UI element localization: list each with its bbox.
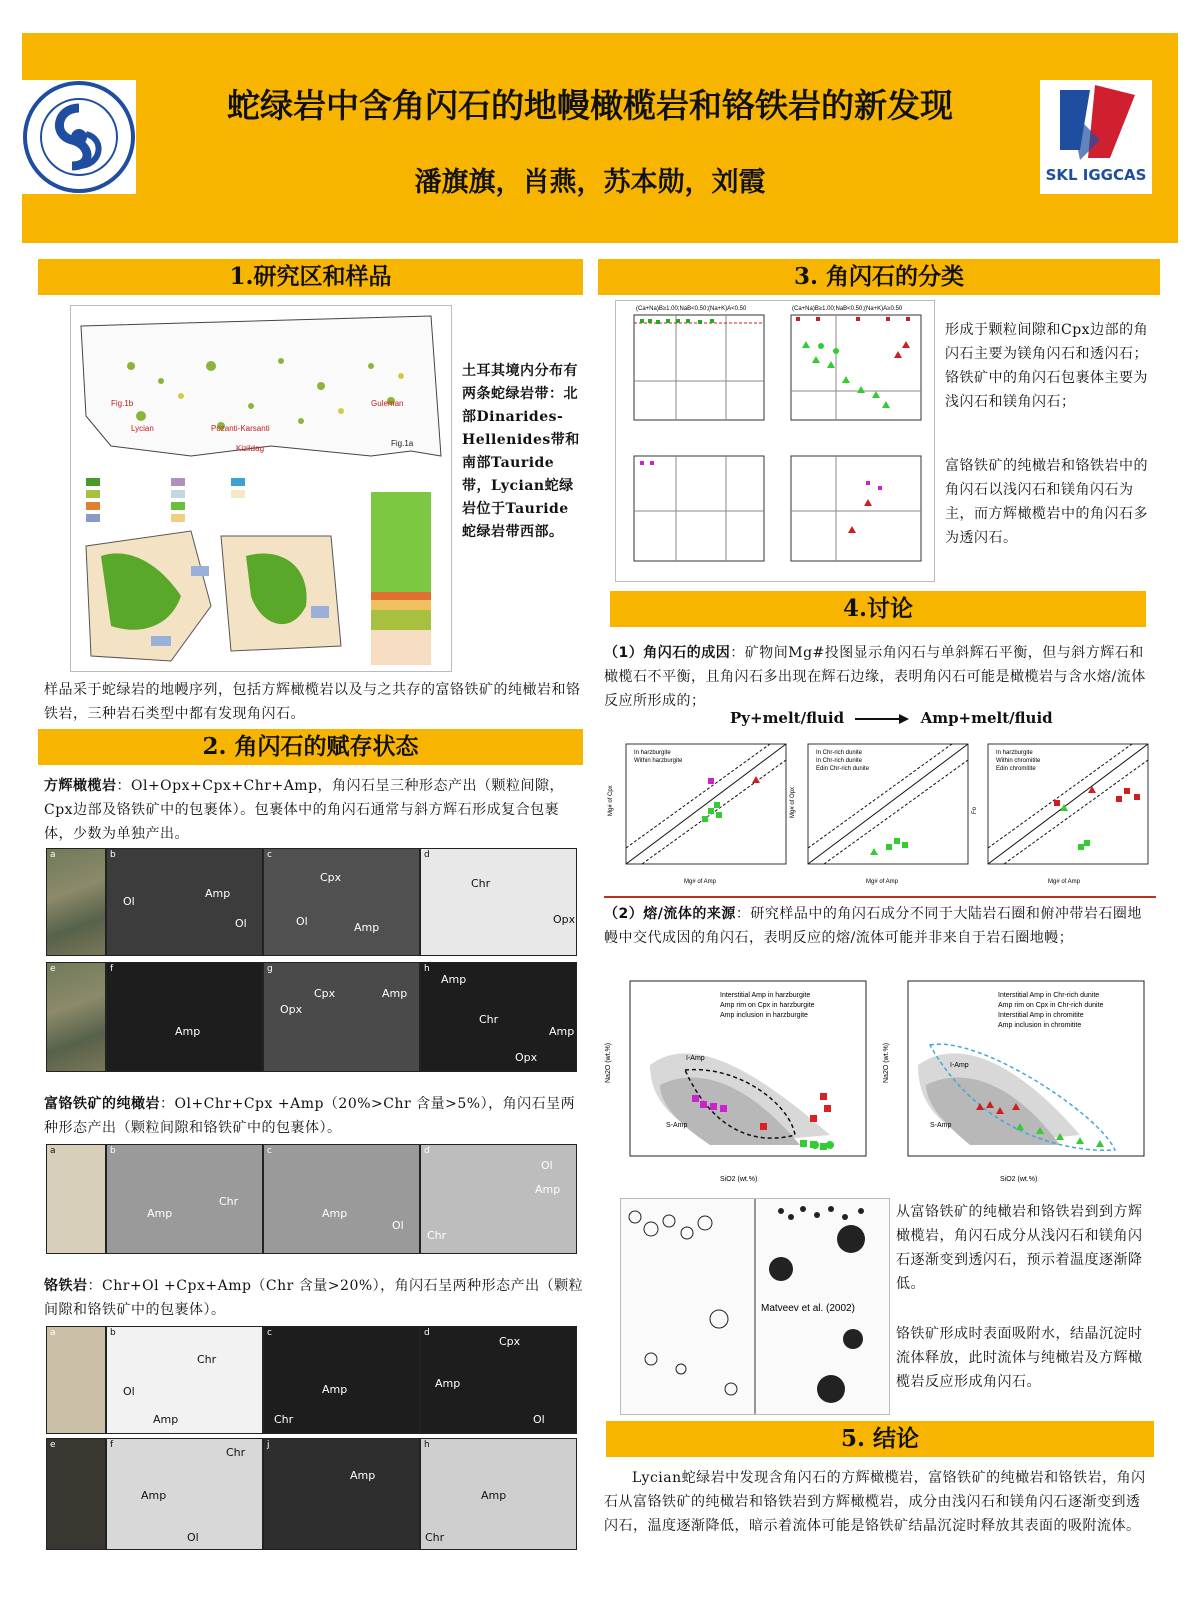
micro-chromitite-b: b Chr Ol Amp — [106, 1326, 263, 1434]
svg-text:S-Amp: S-Amp — [930, 1122, 952, 1129]
micro-chromitite-e: e — [46, 1438, 106, 1550]
micro-harz-f: f Amp — [106, 962, 263, 1072]
map-label-pozanti: Pozanti-Karsanti — [211, 424, 270, 433]
skl-logo-text: SKL IGGCAS — [1045, 166, 1147, 184]
svg-text:Amp rim on Cpx in Chr-rich dun: Amp rim on Cpx in Chr-rich dunite — [998, 1002, 1104, 1009]
study-area-caption: 样品采于蛇绿岩的地幔序列，包括方辉橄榄岩以及与之共存的富铬铁矿的纯橄岩和铬铁岩，三种岩石类型中都有发现角闪石。 — [44, 682, 581, 722]
svg-text:(Ca+Na)B≥1.00;NaB<0.50;(Na+K)A: (Ca+Na)B≥1.00;NaB<0.50;(Na+K)A<0.50 — [636, 306, 747, 312]
section-4-header: 4.讨论 — [610, 591, 1146, 627]
dunite-text: ：Ol+Chr+Cpx +Amp（20%>Chr 含量>5%），角闪石呈两种形态产出（颗粒间隙和铬铁矿中的包裹体）。 — [44, 1096, 576, 1136]
dunite-label: 富铬铁矿的纯橄岩 — [44, 1096, 160, 1112]
discussion-side-2: 铬铁矿形成时表面吸附水，结晶沉淀时流体释放，此时流体与纯橄岩及方辉橄榄岩反应形成角闪石。 — [896, 1326, 1143, 1390]
svg-text:Mg# of Opx: Mg# of Opx — [790, 786, 796, 818]
micro-harz-h: h Amp Chr Amp Opx — [420, 962, 577, 1072]
study-area-side-text: 土耳其境内分布有两条蛇绿岩带：北部Dinarides-Hellenides带和南部Tauride带，Lycian蛇绿岩位于Tauride蛇绿岩带西部。 — [462, 363, 580, 540]
micro-harz-c: c Cpx Ol Amp — [263, 848, 420, 956]
harzburgite-paragraph — [44, 774, 584, 846]
section-2-header: 2. 角闪石的赋存状态 — [38, 729, 583, 765]
svg-text:Interstitial Amp in harzburgit: Interstitial Amp in harzburgite — [720, 992, 811, 999]
micro-chromitite-d: d Cpx Amp Ol — [420, 1326, 577, 1434]
micro-dunite-b: b Amp Chr — [106, 1144, 263, 1254]
micro-chromitite-f: f Amp Ol — [106, 1438, 263, 1550]
micro-harz-d: d Chr Opx — [420, 848, 577, 956]
discussion-p2-label: （2）熔/流体的来源 — [604, 906, 736, 922]
classification-chart — [616, 301, 934, 581]
micro-chromitite-h: h Amp Chr — [420, 1438, 577, 1550]
map-label-fig1b: Fig.1b — [111, 399, 134, 408]
svg-text:SiO2 (wt.%): SiO2 (wt.%) — [720, 1176, 758, 1183]
svg-text:Fo: Fo — [972, 806, 978, 814]
micro-dunite-d: d Ol Amp Chr — [420, 1144, 577, 1254]
discussion-p1 — [604, 641, 1152, 713]
chromitite-chr-label: Chr — [226, 1446, 246, 1459]
amp-classification-plots — [615, 300, 935, 582]
svg-text:Interstitial Amp in chromitite: Interstitial Amp in chromitite — [998, 1012, 1084, 1019]
svg-text:Mg# of Amp: Mg# of Amp — [684, 879, 717, 885]
poster-authors: 潘旗旗，肖燕，苏本勋，刘霞 — [414, 167, 766, 198]
classification-text-2: 富铬铁矿的纯橄岩和铬铁岩中的角闪石以浅闪石和镁角闪石为主，而方辉橄榄岩中的角闪石多为透闪石。 — [945, 458, 1148, 546]
chromitite-paragraph — [44, 1274, 584, 1322]
micro-harz-e: e — [46, 962, 106, 1072]
chromitite-label: 铬铁岩 — [44, 1278, 88, 1294]
eq-left: Py+melt/fluid — [730, 709, 845, 727]
turkey-map-figure — [71, 306, 451, 671]
skl-logo — [1040, 80, 1152, 194]
micro-harz-b: b Amp Ol Ol — [106, 848, 263, 956]
svg-text:In harzburgite: In harzburgite — [996, 750, 1033, 756]
discussion-p1-label: （1）角闪石的成因 — [604, 645, 731, 661]
section-1-header: 1.研究区和样品 — [38, 259, 583, 295]
svg-text:Within harzburgite: Within harzburgite — [634, 758, 683, 764]
map-label-guleman: Guleman — [371, 399, 404, 408]
na2o-sio2-plots — [600, 975, 1156, 1190]
micro-chromitite-c: c Amp Chr — [263, 1326, 420, 1434]
svg-text:Amp rim on Cpx in harzburgite: Amp rim on Cpx in harzburgite — [720, 1002, 815, 1009]
arrow-right-icon — [855, 713, 909, 725]
svg-text:Na2O (wt.%): Na2O (wt.%) — [605, 1042, 612, 1083]
micro-harz-a: a — [46, 848, 106, 956]
micro-chromitite-g: j Amp — [263, 1438, 420, 1550]
svg-text:In Chr-rich dunite: In Chr-rich dunite — [816, 758, 863, 764]
chromitite-text: ：Chr+Ol +Cpx+Amp（Chr 含量>20%），角闪石呈两种形态产出（颗粒间隙和铬铁矿中的包裹体）。 — [44, 1278, 584, 1318]
svg-text:Matveev et al. (2002): Matveev et al. (2002) — [761, 1303, 855, 1314]
poster-title: 蛇绿岩中含角闪石的地幔橄榄岩和铬铁岩的新发现 — [227, 86, 953, 125]
study-area-map — [70, 305, 452, 672]
reaction-equation — [730, 709, 1070, 727]
eq-right: Amp+melt/fluid — [920, 709, 1053, 727]
svg-text:Mg# of Cpx: Mg# of Cpx — [608, 785, 614, 816]
map-label-lycian: Lycian — [131, 424, 154, 433]
svg-text:SiO2 (wt.%): SiO2 (wt.%) — [1000, 1176, 1038, 1183]
section-5-header: 5. 结论 — [606, 1421, 1154, 1457]
micro-chromitite-a: a — [46, 1326, 106, 1434]
mg-number-chart — [604, 738, 1156, 890]
svg-text:Mg# of Amp: Mg# of Amp — [1048, 879, 1081, 885]
section-3-header: 3. 角闪石的分类 — [598, 259, 1160, 295]
map-label-kizildag: Kizildag — [236, 444, 265, 453]
micro-dunite-c: c Amp Ol — [263, 1144, 420, 1254]
harzburgite-label: 方辉橄榄岩 — [44, 778, 117, 794]
discussion-p1-text: ：矿物间Mg#投图显示角闪石与单斜辉石平衡，但与斜方辉石和橄榄石不平衡，且角闪石多出现在辉石边缘，表明角闪石可能是橄榄岩与含水熔/流体反应所形成的； — [604, 645, 1146, 709]
svg-text:(Ca+Na)B≥1.00;NaB<0.50;(Na+K)A: (Ca+Na)B≥1.00;NaB<0.50;(Na+K)A≥0.50 — [792, 306, 903, 312]
poster-header — [22, 33, 1178, 243]
svg-text:In Chr-rich dunite: In Chr-rich dunite — [816, 750, 863, 756]
svg-text:In harzburgite: In harzburgite — [634, 750, 671, 756]
institute-logo — [22, 80, 136, 194]
discussion-side-1: 从富铬铁矿的纯橄岩和铬铁岩到到方辉橄榄岩，角闪石成分从浅闪石和镁角闪石逐渐变到透闪石，预示着温度逐渐降低。 — [896, 1204, 1143, 1292]
svg-text:I-Amp: I-Amp — [950, 1062, 969, 1069]
svg-text:Amp inclusion in harzburgite: Amp inclusion in harzburgite — [720, 1012, 808, 1019]
discussion-p2-text: ：研究样品中的角闪石成分不同于大陆岩石圈和俯冲带岩石圈地幔中交代成因的角闪石，表明反应的熔/流体可能并非来自于岩石圈地幔； — [604, 906, 1142, 946]
harzburgite-text: ：Ol+Opx+Cpx+Chr+Amp，角闪石呈三种形态产出（颗粒间隙，Cpx边部及铬铁矿中的包裹体）。包裹体中的角闪石通常与斜方辉石形成复合包裹体，少数为单独产出。 — [44, 778, 565, 842]
institute-logo-icon — [22, 80, 136, 194]
conclusion-text: Lycian蛇绿岩中发现含角闪石的方辉橄榄岩，富铬铁矿的纯橄岩和铬铁岩，角闪石从富铬铁矿的纯橄岩和铬铁岩到方辉橄榄岩，成分由浅闪石和镁角闪石逐渐变到透闪石，温度逐渐降低，暗示着流体可能是铬铁矿结晶沉淀时释放其表面的吸附流体。 — [604, 1470, 1146, 1534]
svg-text:Mg# of Amp: Mg# of Amp — [866, 879, 899, 885]
classification-text-1: 形成于颗粒间隙和Cpx边部的角闪石主要为镁角闪石和透闪石；铬铁矿中的角闪石包裹体主要为浅闪石和镁角闪石； — [945, 322, 1149, 410]
svg-text:Na2O (wt.%): Na2O (wt.%) — [883, 1042, 890, 1083]
matveev-sketch — [621, 1199, 889, 1414]
svg-text:S-Amp: S-Amp — [666, 1122, 688, 1129]
micro-dunite-a: a — [46, 1144, 106, 1254]
mg-number-plots — [604, 738, 1156, 890]
map-label-fig1a: Fig.1a — [391, 439, 414, 448]
svg-text:Amp inclusion in chromitite: Amp inclusion in chromitite — [998, 1022, 1082, 1029]
svg-text:I-Amp: I-Amp — [686, 1055, 705, 1062]
svg-text:Within chromitite: Within chromitite — [996, 758, 1041, 764]
svg-text:Edin chromitite: Edin chromitite — [996, 766, 1036, 772]
svg-text:Edin Chr-rich dunite: Edin Chr-rich dunite — [816, 766, 870, 772]
dunite-paragraph — [44, 1092, 584, 1140]
svg-text:Interstitial Amp in Chr-rich d: Interstitial Amp in Chr-rich dunite — [998, 992, 1100, 999]
na2o-sio2-chart — [600, 975, 1156, 1190]
matveev-figure — [620, 1198, 890, 1415]
divider-line — [604, 896, 1156, 898]
micro-harz-g: g Cpx Amp Opx — [263, 962, 420, 1072]
discussion-p2 — [604, 902, 1152, 950]
